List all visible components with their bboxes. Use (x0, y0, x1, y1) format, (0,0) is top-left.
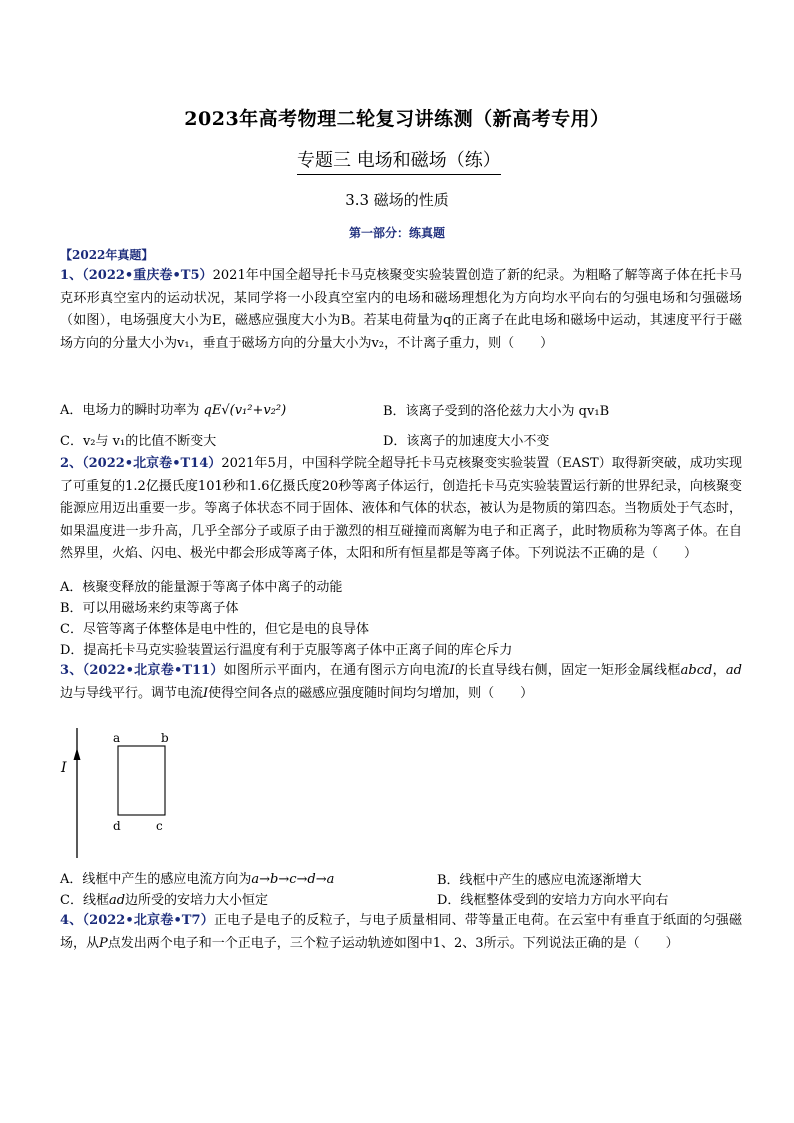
question-4-number: 4、 (60, 913, 83, 928)
q1-option-d: D．该离子的加速度大小不变 (383, 434, 550, 449)
section-heading: 3.3 磁场的性质 (345, 191, 449, 209)
q1-option-c: C．v₂与 v₁的比值不断变大 (60, 434, 217, 449)
q3-option-a: A．线框中产生的感应电流方向为a→b→c→d→a (60, 872, 335, 887)
q2-option-d: D．提高托卡马克实验装置运行温度有利于克服等离子体中正离子间的库仑斥力 (60, 643, 513, 658)
question-2-number: 2、 (60, 456, 83, 471)
q3-option-b: B．线框中产生的感应电流逐渐增大 (437, 873, 642, 888)
vertex-d-label: d (113, 819, 121, 833)
question-3: 3、（2022•北京卷•T11）如图所示平面内，在通有图示方向电流I的长直导线右侧，固定一矩形金属线框abcd，ad边与导线平行。调节电流I使得空间各点的磁感应强度随时间均匀增加，则（ ） (60, 663, 742, 701)
question-2 (60, 453, 742, 566)
question-2-source: （2022•北京卷•T14） (82, 456, 222, 471)
q3-figure (55, 718, 195, 868)
part-heading: 第一部分：练真题 (348, 226, 445, 240)
question-1-source: （2022•重庆卷•T5） (82, 268, 213, 283)
q3-option-c: C．线框ad边所受的安培力大小恒定 (60, 893, 269, 908)
vertex-c-label: c (156, 819, 163, 833)
question-1 (60, 265, 742, 355)
q3-option-d: D．线框整体受到的安培力方向水平向右 (437, 893, 669, 908)
question-3-number: 3、 (60, 663, 83, 678)
vertex-a-label: a (113, 731, 121, 745)
question-2-text: 2021年5月，中国科学院全超导托卡马克核聚变实验装置（EAST）取得新突破，成功实现了可重复的1.2亿摄氏度101秒和1.6亿摄氏度20秒等离子体运行，创造托卡马克实验装置运行新的世界纪录，向核聚变能源应用迈出重要一步。等离子体状态不同于固体、液体和气体的状态，被认为是物质的第四态。当物质处于气态时，如果温度进一步升高，几乎全部分子或原子由于激烈的相互碰撞而离解为电子和正离子，此时物质称为等离子体。在自然界里，火焰、闪电、极光中都会形成等离子体，太阳和所有恒星都是等离子体。下列说法不正确的是（ ） (60, 456, 742, 561)
vertex-b-label: b (161, 731, 169, 745)
question-1-text: 2021年中国全超导托卡马克核聚变实验装置创造了新的纪录。为粗略了解等离子体在托卡马克环形真空室内的运动状况，某同学将一小段真空室内的电场和磁场理想化为方向均水平向右的匀强电场和匀强磁场（如图），电场强度大小为E，磁感应强度大小为B。若某电荷量为q的正离子在此电场和磁场中运动，其速度平行于磁场方向的分量大小为v₁，垂直于磁场方向的分量大小为v₂，不计离子重力，则（ ） (60, 268, 742, 351)
q1-option-a: A．电场力的瞬时功率为 qE√(v₁²+v₂²) (60, 403, 287, 418)
year-tag: 【2022年真题】 (60, 248, 154, 262)
q2-option-b: B．可以用磁场来约束等离子体 (60, 601, 239, 616)
q1-option-a-formula: qE√(v₁²+v₂²) (203, 403, 287, 418)
q1-option-b: B．该离子受到的洛伦兹力大小为 qv₁B (383, 404, 610, 419)
rectangular-frame (118, 746, 165, 815)
question-4-source: （2022•北京卷•T7） (82, 913, 214, 928)
current-arrow-icon (74, 748, 81, 760)
q2-option-c: C．尽管等离子体整体是电中性的，但它是电的良导体 (60, 622, 369, 637)
question-3-source: （2022•北京卷•T11） (82, 663, 224, 678)
topic-subtitle: 专题三 电场和磁场（练） (297, 146, 501, 175)
current-label: I (61, 760, 67, 776)
q2-option-a: A．核聚变释放的能量源于等离子体中离子的动能 (60, 580, 343, 595)
question-1-number: 1、 (60, 268, 83, 283)
q3-option-a-formula: a→b→c→d→a (251, 872, 335, 887)
page-title: 2023年高考物理二轮复习讲练测（新高考专用） (184, 108, 610, 130)
question-4: 4、（2022•北京卷•T7）正电子是电子的反粒子，与电子质量相同、带等量正电荷。在云室中有垂直于纸面的匀强磁场，从P点发出两个电子和一个正电子，三个粒子运动轨迹如图中1、2、3所示。下列说法正确的是（ ） (60, 913, 742, 951)
